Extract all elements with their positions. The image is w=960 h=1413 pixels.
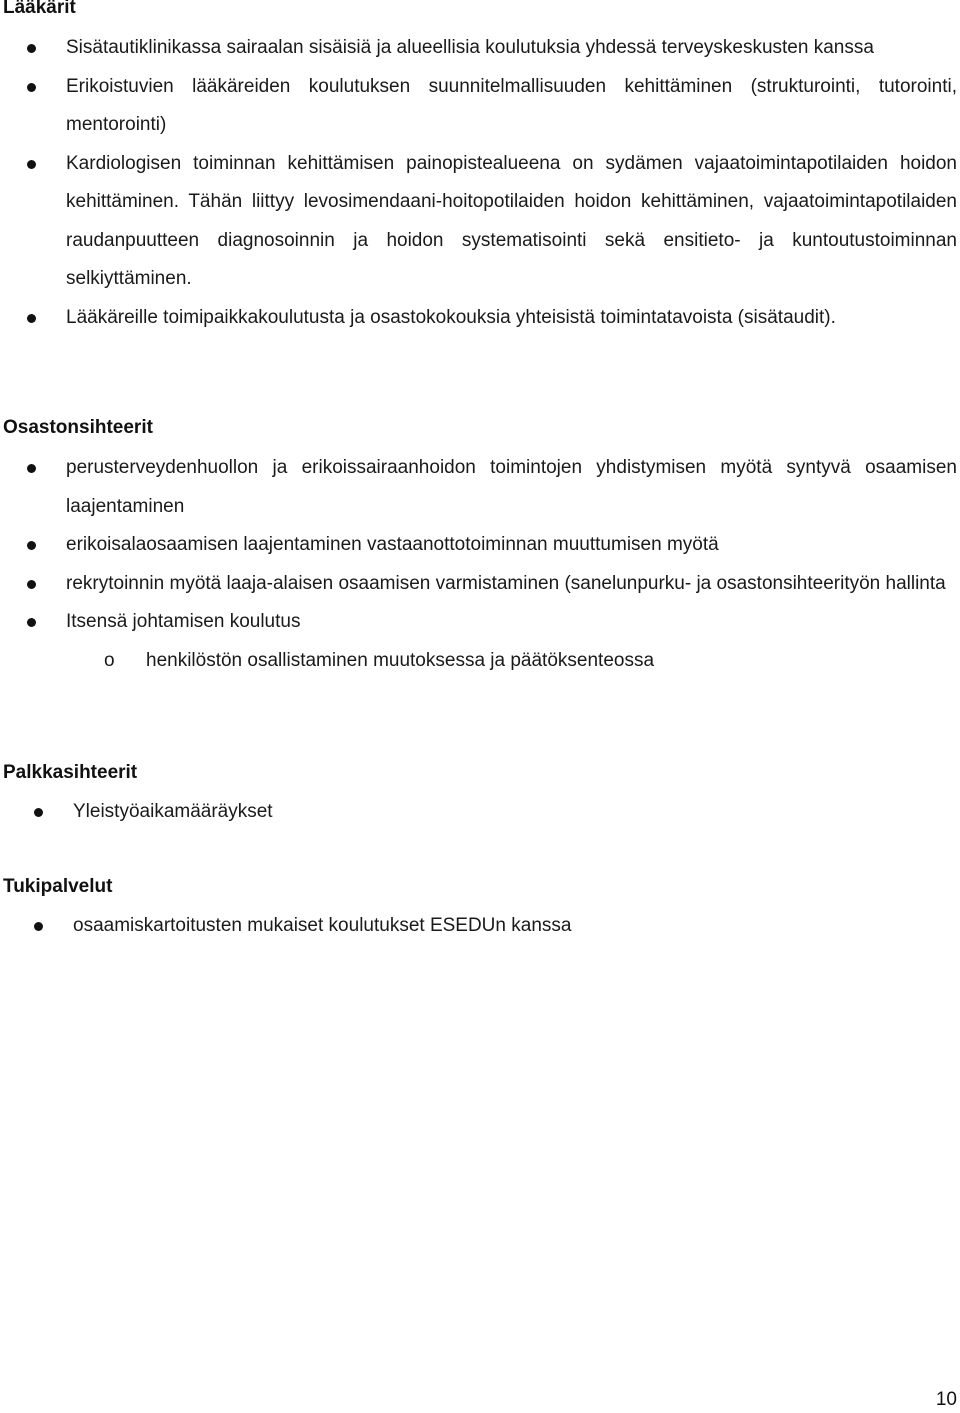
list-item-text: Sisätautiklinikassa sairaalan sisäisiä ja alueellisia koulutuksia yhdessä terveyskeskusten kanssa [66, 37, 874, 58]
bullet-icon [27, 314, 36, 323]
list-item [0, 793, 960, 832]
bullet-icon [27, 464, 36, 473]
list-item-text: Yleistyöaikamääräykset [73, 801, 273, 822]
section-heading-palkkasihteerit: Palkkasihteerit [3, 762, 138, 783]
circle-bullet-icon: o [104, 649, 115, 671]
list-item [0, 565, 960, 604]
list-item [0, 907, 960, 946]
section-heading-osastonsihteerit: Osastonsihteerit [3, 417, 153, 438]
list-item [0, 299, 960, 338]
list-item-text: osaamiskartoitusten mukaiset koulutukset ESEDUn kanssa [73, 915, 572, 936]
section-heading-tukipalvelut: Tukipalvelut [3, 876, 113, 897]
sub-list-item [0, 642, 960, 681]
bullet-icon [27, 83, 36, 92]
page-number: 10 [935, 1389, 957, 1410]
list-item-text: Itsensä johtamisen koulutus [66, 611, 301, 632]
list-item [0, 603, 960, 680]
list-item-text: perusterveydenhuollon ja erikoissairaanhoidon toimintojen yhdistymisen myötä syntyvä osaamisen laajentaminen [66, 457, 957, 517]
bullet-icon [27, 160, 36, 169]
bullet-icon [27, 541, 36, 550]
list-item [0, 29, 960, 68]
bullet-icon [27, 618, 36, 627]
bullet-icon [34, 808, 43, 817]
list-item [0, 526, 960, 565]
bullet-list-osastonsihteerit [0, 449, 960, 680]
list-item-text: Erikoistuvien lääkäreiden koulutuksen suunnitelmallisuuden kehittäminen (strukturointi, tutorointi, mentorointi) [66, 75, 957, 135]
list-item [0, 449, 960, 526]
sub-list-item-text: henkilöstön osallistaminen muutoksessa ja päätöksenteossa [146, 649, 655, 671]
bullet-icon [27, 44, 36, 53]
bullet-list-tukipalvelut [0, 907, 960, 946]
bullet-icon [34, 922, 43, 931]
list-item-text: erikoisalaosaamisen laajentaminen vastaanottotoiminnan muuttumisen myötä [66, 534, 719, 555]
list-item-text: Lääkäreille toimipaikkakoulutusta ja osastokokouksia yhteisistä toimintatavoista (sisätaudit). [66, 306, 836, 328]
list-item-text: rekrytoinnin myötä laaja-alaisen osaamisen varmistaminen (sanelunpurku- ja osastonsihteerityön hallinta [66, 572, 946, 594]
bullet-list-laakarit [0, 29, 960, 337]
list-item-text: Kardiologisen toiminnan kehittämisen painopistealueena on sydämen vajaatoimintapotilaiden hoidon kehittäminen. Tähän liittyy levosimendaani-hoitopotilaiden hoidon kehittäminen, vajaatoimintapotilaiden raudanpuutteen diagnosoinnin ja hoidon systematisointi sekä ensitieto- ja kuntoutustoiminnan selkiyttäminen. [66, 152, 957, 289]
bullet-list-palkkasihteerit [0, 793, 960, 832]
list-item [0, 145, 960, 299]
list-item [0, 68, 960, 145]
bullet-icon [27, 580, 36, 589]
section-heading-laakarit: Lääkärit [3, 0, 76, 18]
sub-bullet-list [0, 642, 960, 681]
